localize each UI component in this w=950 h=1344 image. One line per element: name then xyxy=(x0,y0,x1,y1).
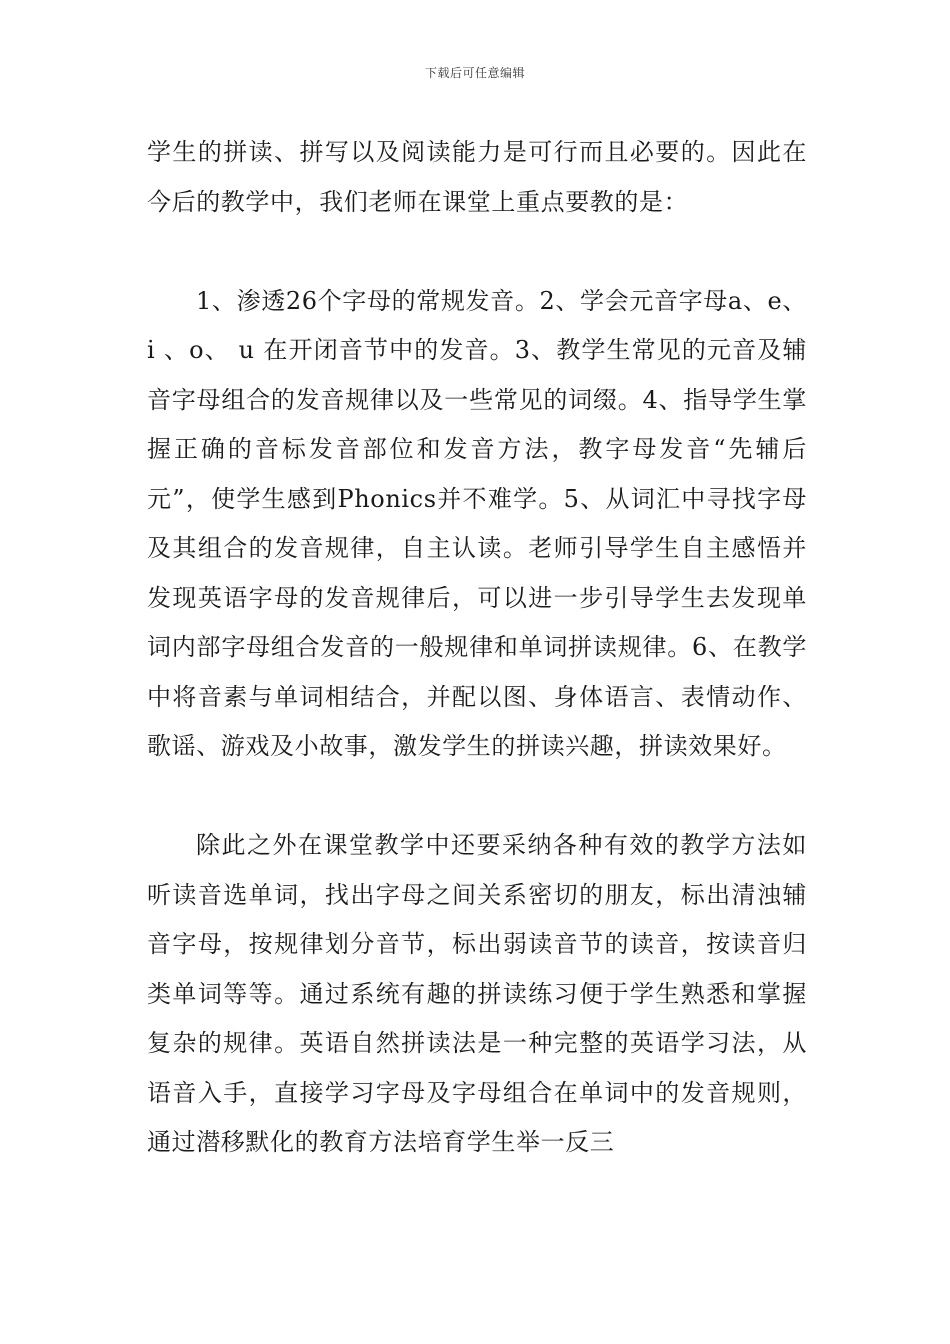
paragraph-spacer xyxy=(147,772,807,822)
document-body xyxy=(147,128,807,1168)
paragraph-spacer xyxy=(147,227,807,277)
paragraph-teaching-points: 1、渗透26个字母的常规发音。2、学会元音字母a、e、i 、o、 u 在开闭音节中的发音。3、教学生常见的元音及辅音字母组合的发音规律以及一些常见的词缀。4、指导学生掌握正确的音标发音部位和发音方法，教字母发音“先辅后元”，使学生感到Phonics并不难学。5、从词汇中寻找字母及其组合的发音规律，自主认读。老师引导学生自主感悟并发现英语字母的发音规律后，可以进一步引导学生去发现单词内部字母组合发音的一般规律和单词拼读规律。6、在教学中将音素与单词相结合，并配以图、身体语言、表情动作、歌谣、游戏及小故事，激发学生的拼读兴趣，拼读效果好。 xyxy=(147,286,807,760)
paragraph-teaching-methods: 除此之外在课堂教学中还要采纳各种有效的教学方法如听读音选单词，找出字母之间关系密切的朋友，标出清浊辅音字母，按规律划分音节，标出弱读音节的读音，按读音归类单词等等。通过系统有趣的拼读练习便于学生熟悉和掌握复杂的规律。英语自然拼读法是一种完整的英语学习法，从语音入手，直接学习字母及字母组合在单词中的发音规则，通过潜移默化的教育方法培育学生举一反三 xyxy=(147,831,807,1156)
paragraph-continuation: 学生的拼读、拼写以及阅读能力是可行而且必要的。因此在今后的教学中，我们老师在课堂上重点要教的是： xyxy=(147,138,807,216)
page-header-note: 下载后可任意编辑 xyxy=(424,66,525,80)
